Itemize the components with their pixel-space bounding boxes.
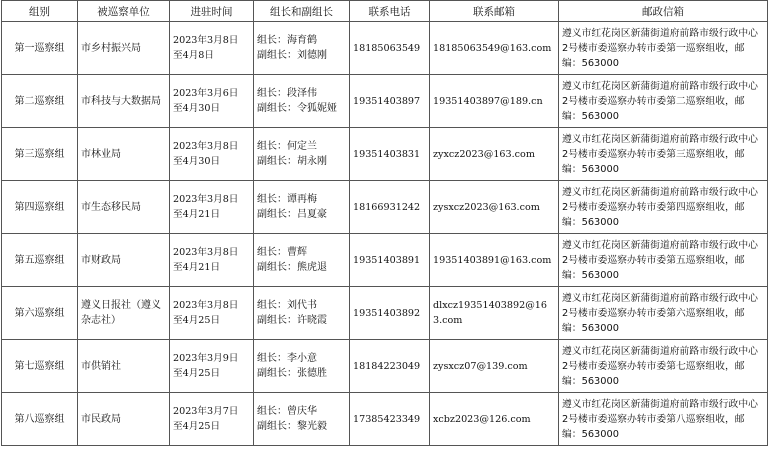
unit-cell: 市民政局	[78, 393, 170, 446]
time-start: 2023年3月8日	[173, 35, 239, 46]
leader-name: 组长：曹辉	[257, 247, 307, 258]
header-leader: 组长和副组长	[254, 1, 350, 22]
leader-name: 组长：海育鹤	[257, 35, 317, 46]
table-row	[2, 75, 768, 128]
deputy-name: 副组长：胡永刚	[257, 156, 327, 167]
time-end: 至4月21日	[173, 209, 221, 220]
mailbox-cell: 遵义市红花岗区新蒲街道府前路市级行政中心2号楼市委巡察办转市委第四巡察组收，邮编：563000	[559, 181, 768, 234]
group-cell: 第一巡察组	[2, 22, 78, 75]
deputy-name: 副组长：黎光毅	[257, 421, 327, 432]
mailbox-cell: 遵义市红花岗区新蒲街道府前路市级行政中心2号楼市委巡察办转市委第六巡察组收，邮编：563000	[559, 287, 768, 340]
phone-cell: 19351403831	[350, 128, 430, 181]
table-row	[2, 340, 768, 393]
unit-cell: 市财政局	[78, 234, 170, 287]
table-row	[2, 393, 768, 446]
unit-cell: 遵义日报社（遵义杂志社）	[78, 287, 170, 340]
email-cell: zysxcz07@139.com	[430, 340, 559, 393]
deputy-name: 副组长：许晓霞	[257, 315, 327, 326]
deputy-name: 副组长：令狐妮娅	[257, 103, 337, 114]
time-cell	[170, 181, 254, 234]
email-cell: 19351403891@163.com	[430, 234, 559, 287]
deputy-name: 副组长：吕夏豪	[257, 209, 327, 220]
time-end: 至4月25日	[173, 421, 221, 432]
header-mailbox: 邮政信箱	[559, 1, 768, 22]
leader-cell	[254, 75, 350, 128]
header-unit: 被巡察单位	[78, 1, 170, 22]
time-end: 至4月8日	[173, 50, 214, 61]
time-end: 至4月25日	[173, 368, 221, 379]
table-row	[2, 128, 768, 181]
leader-name: 组长：段泽伟	[257, 88, 317, 99]
unit-cell: 市林业局	[78, 128, 170, 181]
table-row	[2, 181, 768, 234]
time-end: 至4月30日	[173, 103, 221, 114]
mailbox-cell: 遵义市红花岗区新蒲街道府前路市级行政中心2号楼市委巡察办转市委第三巡察组收，邮编：563000	[559, 128, 768, 181]
group-cell: 第三巡察组	[2, 128, 78, 181]
table-row	[2, 234, 768, 287]
unit-cell: 市生态移民局	[78, 181, 170, 234]
deputy-name: 副组长：熊虎退	[257, 262, 327, 273]
time-cell	[170, 393, 254, 446]
time-cell	[170, 287, 254, 340]
time-cell	[170, 340, 254, 393]
group-cell: 第七巡察组	[2, 340, 78, 393]
leader-name: 组长：李小意	[257, 353, 317, 364]
email-cell: 19351403897@189.cn	[430, 75, 559, 128]
header-phone: 联系电话	[350, 1, 430, 22]
mailbox-cell: 遵义市红花岗区新蒲街道府前路市级行政中心2号楼市委巡察办转市委第一巡察组收，邮编：563000	[559, 22, 768, 75]
email-cell: 18185063549@163.com	[430, 22, 559, 75]
time-start: 2023年3月8日	[173, 141, 239, 152]
leader-cell	[254, 393, 350, 446]
time-cell	[170, 234, 254, 287]
unit-cell: 市供销社	[78, 340, 170, 393]
leader-cell	[254, 22, 350, 75]
table-row	[2, 22, 768, 75]
email-cell: dlxcz19351403892@163.com	[430, 287, 559, 340]
time-end: 至4月25日	[173, 315, 221, 326]
group-cell: 第八巡察组	[2, 393, 78, 446]
inspection-groups-table	[1, 0, 768, 446]
email-cell: xcbz2023@126.com	[430, 393, 559, 446]
time-start: 2023年3月7日	[173, 406, 239, 417]
group-cell: 第六巡察组	[2, 287, 78, 340]
phone-cell: 19351403891	[350, 234, 430, 287]
unit-cell: 市乡村振兴局	[78, 22, 170, 75]
phone-cell: 19351403897	[350, 75, 430, 128]
phone-cell: 18184223049	[350, 340, 430, 393]
header-time: 进驻时间	[170, 1, 254, 22]
time-start: 2023年3月8日	[173, 247, 239, 258]
leader-cell	[254, 340, 350, 393]
table-row	[2, 287, 768, 340]
email-cell: zyxcz2023@163.com	[430, 128, 559, 181]
header-row	[2, 1, 768, 22]
time-cell	[170, 128, 254, 181]
mailbox-cell: 遵义市红花岗区新蒲街道府前路市级行政中心2号楼市委巡察办转市委第七巡察组收，邮编：563000	[559, 340, 768, 393]
time-start: 2023年3月6日	[173, 88, 239, 99]
leader-name: 组长：曾庆华	[257, 406, 317, 417]
mailbox-cell: 遵义市红花岗区新蒲街道府前路市级行政中心2号楼市委巡察办转市委第五巡察组收，邮编：563000	[559, 234, 768, 287]
time-start: 2023年3月9日	[173, 353, 239, 364]
leader-cell	[254, 287, 350, 340]
leader-cell	[254, 128, 350, 181]
mailbox-cell: 遵义市红花岗区新蒲街道府前路市级行政中心2号楼市委巡察办转市委第二巡察组收，邮编：563000	[559, 75, 768, 128]
group-cell: 第四巡察组	[2, 181, 78, 234]
time-cell	[170, 22, 254, 75]
header-group: 组别	[2, 1, 78, 22]
email-cell: zysxcz2023@163.com	[430, 181, 559, 234]
phone-cell: 18166931242	[350, 181, 430, 234]
time-end: 至4月21日	[173, 262, 221, 273]
leader-name: 组长：刘代书	[257, 300, 317, 311]
time-start: 2023年3月8日	[173, 300, 239, 311]
group-cell: 第五巡察组	[2, 234, 78, 287]
leader-cell	[254, 181, 350, 234]
mailbox-cell: 遵义市红花岗区新蒲街道府前路市级行政中心2号楼市委巡察办转市委第八巡察组收，邮编：563000	[559, 393, 768, 446]
leader-cell	[254, 234, 350, 287]
time-end: 至4月30日	[173, 156, 221, 167]
leader-name: 组长：谭再梅	[257, 194, 317, 205]
group-cell: 第二巡察组	[2, 75, 78, 128]
phone-cell: 19351403892	[350, 287, 430, 340]
time-cell	[170, 75, 254, 128]
deputy-name: 副组长：刘德刚	[257, 50, 327, 61]
phone-cell: 18185063549	[350, 22, 430, 75]
phone-cell: 17385423349	[350, 393, 430, 446]
header-email: 联系邮箱	[430, 1, 559, 22]
leader-name: 组长：何定兰	[257, 141, 317, 152]
time-start: 2023年3月8日	[173, 194, 239, 205]
unit-cell: 市科技与大数据局	[78, 75, 170, 128]
deputy-name: 副组长：张德胜	[257, 368, 327, 379]
